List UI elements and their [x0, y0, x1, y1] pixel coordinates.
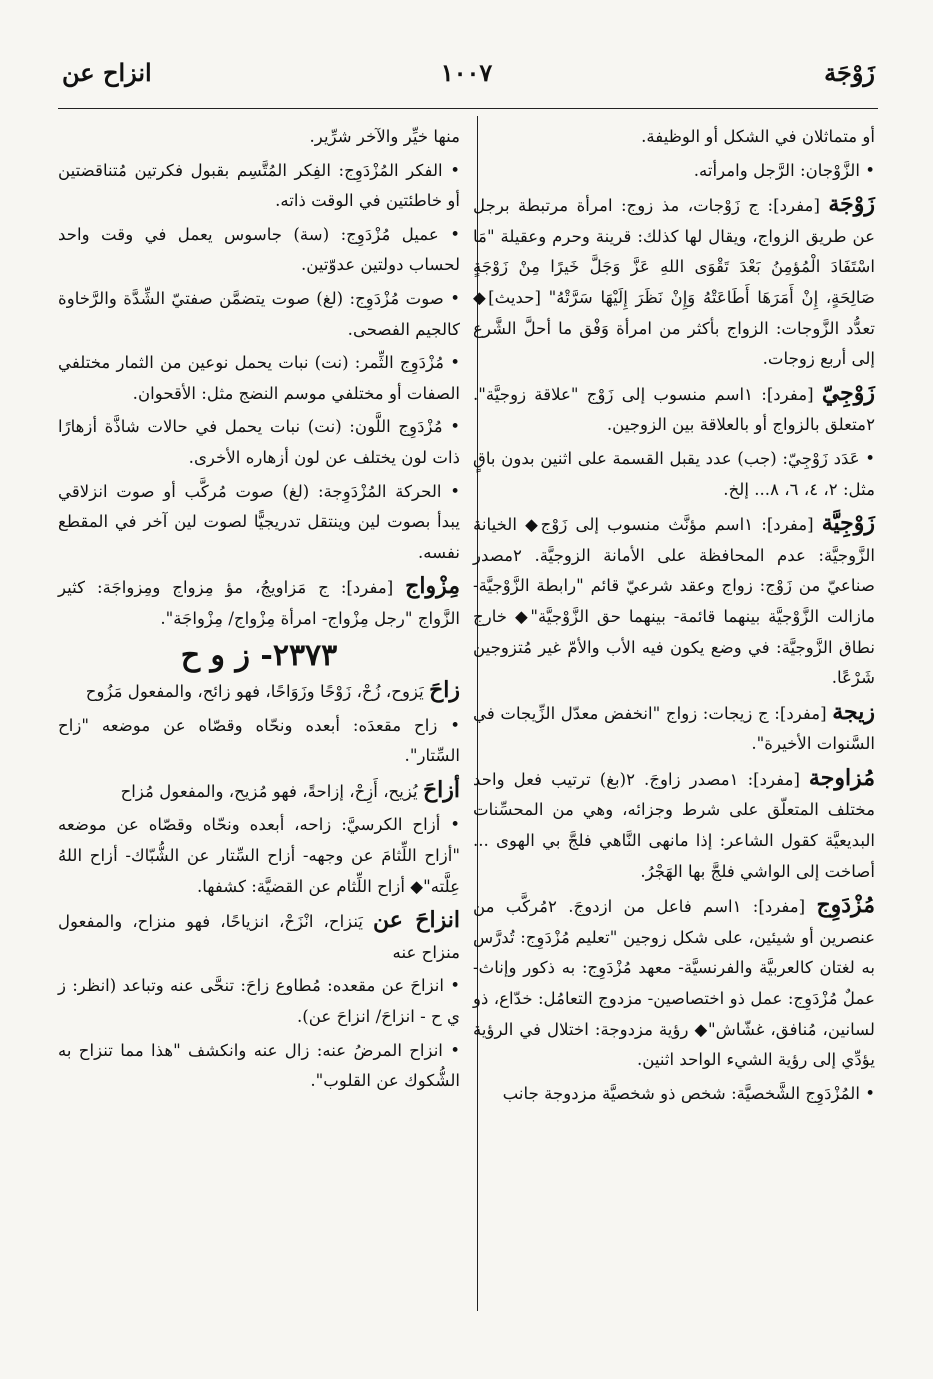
right-column: [473, 122, 875, 1109]
page-number: ١٠٠٧: [440, 58, 493, 87]
dictionary-entry: [58, 571, 460, 634]
sub-entry: [58, 477, 460, 569]
entry-text: • صوت مُزْدَوِج: (لغ) صوت يتضمَّن صفتيّ الشِّدَّة والرَّخاوة كالجيم الفصحى.: [58, 288, 460, 339]
header-rule: [58, 108, 878, 109]
headword: مُزاوجة: [808, 764, 875, 791]
headword: زَوْجِيَّة: [821, 510, 876, 537]
entry-text: [مفرد]: ١اسم فاعل من ازدوجَ. ٢مُركَّب من عنصرين أو شيئين، على شكل زوجين "تعليم مُزْدَوِج: تُدرَّس به لغتان كالعربيَّة والفرنسيَّة- معهد مُزْدَوِج: به ذكور وإناث- عملٌ مُزْدَوِج: عمل ذو اختصاصين- مزدوج التعامُل: خدّاع، ذو لسانين، مُنافق، غشّاش"◆ رؤية مزدوجة: اختلال في الرؤية يؤدِّي إلى رؤية الشيء الواحد اثنين.: [473, 897, 875, 1070]
entry-text: [مفرد]: ج زَوْجات، مذ زوج: امرأة مرتبطة برجل عن طريق الزواج، ويقال لها كذلك: قرينة وحرم وعقيلة "مَا اسْتَفَادَ الْمُؤمِنُ بَعْدَ تَقْوَى اللهِ عَزَّ وَجَلَّ خَيرًا مِنْ زَوْجَةٍ صَالِحَةٍ، إِنْ أَمَرَهَا أَطَاعَتْهُ وَإِنْ نَظَرَ إِلَيْهَا سَرَّتْهُ" [حديث]◆ تعدُّد الزَّوجات: الزواج بأكثر من امرأة وَفْق ما أحلَّ الشَّرع إلى أربع زوجات.: [473, 196, 875, 369]
headword: زَوْجِيّ: [821, 379, 875, 406]
sub-entry: [473, 444, 875, 505]
headword: انزاحَ عن: [373, 907, 460, 934]
sub-entry: [58, 156, 460, 217]
entry-text: • أزاح الكرسيَّ: زاحه، أبعده ونحّاه وقصّاه عن موضعه "أزاح اللِّثامَ عن وجهه- أزاح السِّتار عن الشُّبّاك- أزاح اللهُ عِلَّته"◆ أزاح اللِّثام عن القضيَّة: كشفها.: [58, 815, 460, 896]
entry-text: • مُزْدَوِج الثِّمر: (نت) نبات يحمل نوعين من الثمار مختلفي الصفات أو مختلفي موسم النضج مثل: الأقحوان.: [58, 353, 460, 403]
section-heading: ٢٣٧٣- ز و ح: [180, 637, 338, 673]
entry-text: [مفرد]: ١اسم مؤنَّث منسوب إلى زَوْج◆ الخيانة الزَّوجيَّة: عدم المحافظة على الأمانة الزوجيَّة. ٢مصدر صناعيّ من زَوْج: زواج وعقد شرعيّ قائم "رابطة الزَّوْجيَّة- مازالت الزَّوْجيَّة بينهما قائمة- بينهما حق الزَّوْجيَّة"◆ خارج نطاق الزَّوجيَّة: في وضع يكون فيه الأب والأمّ غير مُتزوجين شَرْعًا.: [473, 515, 875, 688]
sub-entry: [58, 412, 460, 473]
dictionary-entry: [58, 675, 460, 708]
headword: زاحَ: [429, 677, 460, 704]
header-guide-word-left: انزاح عن: [62, 58, 152, 87]
sub-entry: [473, 122, 875, 153]
dictionary-entry: [473, 763, 875, 887]
headword: زيجة: [832, 698, 875, 725]
sub-entry: [58, 348, 460, 409]
entry-text: [مفرد]: ج زيجات: زواج "انخفض معدّل الزِّيجات في السَّنوات الأخيرة".: [473, 703, 875, 754]
left-column: [58, 122, 460, 1097]
entry-text: • الزَّوْجان: الرَّجل وامرأته.: [693, 160, 875, 180]
headword: زَوْجَة: [828, 191, 875, 218]
sub-entry: [58, 220, 460, 281]
entry-text: [مفرد]: ١مصدر زاوجَ. ٢(بغ) ترتيب فعل واحد مختلف المتعلّق على شرط وجزائه، وهي من المحسِّنات البديعيَّة كقول الشاعر: إذا مانهى النَّاهي فلجَّ بي الهوى ... أصاخت إلى الواشي فلجَّ بها الهَجْرُ.: [473, 769, 875, 881]
dictionary-entry: [473, 890, 875, 1076]
entry-text: • الحركة المُزْدَوِجة: (لغ) صوت مُركَّب أو صوت انزلاقي يبدأ بصوت لين وينتقل تدريجيًّا لصوت لين آخر في المقطع نفسه.: [58, 481, 460, 562]
entry-text: • مُزْدَوِج اللَّون: (نت) نبات يحمل في حالات شاذَّة أزهارًا ذات لون يختلف عن لون أزهاره الأخرى.: [58, 417, 460, 467]
entry-text: • المُزْدَوِج الشَّخصيَّة: شخص ذو شخصيَّة مزدوجة جانب: [502, 1083, 875, 1103]
entry-text: • انزاحَ عن مقعده: مُطاوع زاحَ: تنحَّى عنه وتباعد (انظر: ز ي ح - انزاحَ/ انزاحَ عن).: [58, 976, 460, 1027]
dictionary-entry: [473, 189, 875, 375]
sub-entry: [473, 156, 875, 187]
dictionary-entry: [473, 378, 875, 441]
entry-text: يَنزاح، انْزَحْ، انزياحًا، فهو منزاح، والمفعول منزاح عنه: [58, 912, 460, 962]
dictionary-entry: [473, 508, 875, 694]
sub-entry: [58, 122, 460, 153]
entry-text: • زاح مقعدَه: أبعده ونحّاه وقصّاه عن موضعه "زاح السِّتار".: [58, 715, 460, 766]
entry-text: يُزيح، أَزِحْ، إزاحةً، فهو مُزيح، والمفعول مُزاح: [120, 781, 423, 801]
sub-entry: [473, 1079, 875, 1110]
sub-entry: [58, 711, 460, 772]
dictionary-entry: [473, 697, 875, 760]
sub-entry: [58, 284, 460, 345]
sub-entry: [58, 810, 460, 902]
entry-text: [مفرد]: ١اسم منسوب إلى زَوْج "علاقة زوجيَّة". ٢متعلق بالزواج أو بالعلاقة بين الزوجين.: [473, 384, 875, 435]
entry-text: • انزاح المرضُ عنه: زال عنه وانكشف "هذا مما تنزاح به الشُّكوك عن القلوب".: [58, 1040, 460, 1091]
entry-text: • الفكر المُزْدَوِج: الفِكر المُتَّسِم بقبول فكرتين مُتناقضتين أو خاطئتين في الوقت ذاته.: [58, 160, 460, 211]
entry-text: • عَدَد زَوْجِيّ: (جب) عدد يقبل القسمة على اثنين بدون باقٍ مثل: ٢، ٤، ٦، ٨... إلخ.: [473, 448, 875, 499]
entry-text: منها خيِّر والآخر شرِّير.: [309, 127, 460, 146]
headword: مِزْواج: [405, 573, 460, 600]
entry-text: • عميل مُزْدَوِج: (سة) جاسوس يعمل في وقت واحد لحساب دولتين عدوّتين.: [58, 224, 460, 275]
header-guide-word-right: زَوْجَة: [824, 58, 875, 87]
dictionary-entry: [58, 775, 460, 808]
headword: أزاحَ: [422, 776, 460, 803]
entry-text: أو متماثلان في الشكل أو الوظيفة.: [641, 127, 875, 146]
sub-entry: [58, 1036, 460, 1097]
dictionary-entry: [58, 905, 460, 968]
sub-entry: [58, 971, 460, 1032]
entry-text: [مفرد]: ج مَزاويجُ، مؤ مِزواج ومِزواجَة: كثير الزَّواج "رجل مِزْواج- امرأة مِزْواج/ مِزْواجَة".: [58, 578, 460, 628]
entry-text: يَزوح، زُحْ، زَوْحًا وزَوَاحًا، فهو زائح، والمفعول مَزُوح: [85, 682, 430, 702]
headword: مُزْدَوِج: [816, 892, 875, 919]
